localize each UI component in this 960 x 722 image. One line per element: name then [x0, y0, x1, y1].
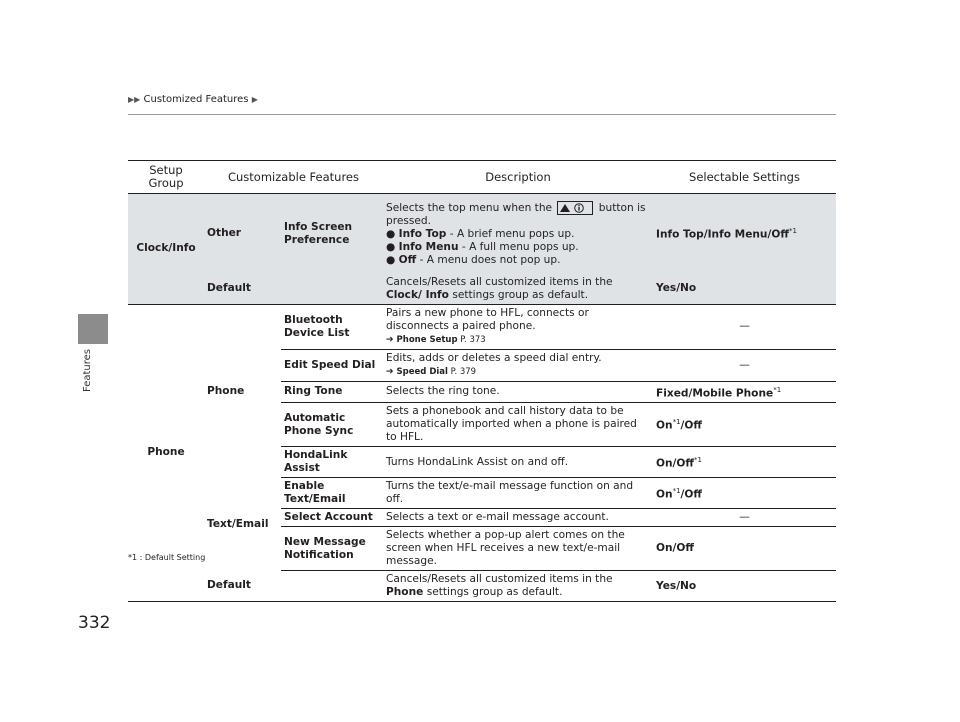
feature-automatic-phone-sync: Automatic Phone Sync: [281, 403, 383, 447]
setting-cell: —: [653, 509, 836, 527]
desc-text: Selects the top menu when the: [386, 201, 553, 214]
setting-cell: On$^{*1}$/Off: [656, 486, 702, 501]
description-cell: [383, 194, 653, 274]
table-row: [128, 194, 836, 274]
feature-ring-tone: Ring Tone: [281, 381, 383, 403]
list-item: ● Off - A menu does not pop up.: [386, 253, 561, 266]
setting-cell: On$^{*1}$/Off: [653, 403, 836, 447]
setting-cell: —: [739, 320, 750, 332]
customization-table: [128, 160, 836, 602]
feature-enable-text-email: Enable Text/Email: [284, 480, 346, 506]
setting-cell: Yes/No: [653, 571, 836, 602]
description-cell: Cancels/Resets all customized items in the Phone settings group as default.: [383, 571, 653, 602]
table-row: [128, 478, 836, 509]
feature-edit-speed-dial: Edit Speed Dial: [281, 349, 383, 381]
description-cell: Edits, adds or deletes a speed dial entry. ➔ Speed Dial P. 379: [383, 349, 653, 381]
header-description: Description: [383, 161, 653, 194]
subgroup-default: Default: [204, 571, 281, 602]
list-item: ● Info Menu - A full menu pops up.: [386, 240, 579, 253]
feature-bluetooth-device-list: Bluetooth Device List: [284, 313, 350, 339]
setting-cell: Info Top/Info Menu/Off$^{*1}$: [653, 194, 836, 274]
xref-arrow-icon: ➔: [386, 334, 394, 345]
section-tab-marker: [78, 314, 108, 344]
footnote: *1 : Default Setting: [128, 553, 206, 562]
description-cell: Turns the text/e-mail message function on and off.: [386, 480, 634, 506]
subgroup-phone: Phone: [207, 384, 245, 397]
breadcrumb-arrow-icon: ▶▶: [128, 95, 141, 104]
description-cell: Selects whether a pop-up alert comes on the screen when HFL receives a new text/e-mail message.: [383, 527, 653, 571]
desc-text: button is pressed.: [386, 201, 646, 227]
setting-cell: On/Off$^{*1}$: [653, 447, 836, 478]
feature-new-message-notification: New Message Notification: [281, 527, 383, 571]
table-row: [128, 274, 836, 305]
subgroup-text-email: Text/Email: [207, 517, 269, 530]
description-cell: Cancels/Resets all customized items in the Clock/ Info settings group as default.: [383, 274, 653, 305]
header-rule: [128, 114, 836, 115]
header-customizable-features: Customizable Features: [204, 161, 383, 194]
xref-arrow-icon: ➔: [386, 366, 394, 377]
info-button-icon: [557, 201, 593, 215]
description-cell: Sets a phonebook and call history data to be automatically imported when a phone is paired to HFL.: [383, 403, 653, 447]
subgroup-other: Other: [204, 194, 281, 274]
setting-cell: On/Off: [653, 527, 836, 571]
subgroup-default: Default: [204, 274, 281, 305]
feature-select-account: Select Account: [281, 509, 383, 527]
setting-cell: Fixed/Mobile Phone$^{*1}$: [653, 381, 836, 403]
description-cell: Selects a text or e-mail message account.: [383, 509, 653, 527]
description-cell: Selects the ring tone.: [383, 381, 653, 403]
breadcrumb-text: Customized Features: [143, 94, 249, 105]
list-item: ● Info Top - A brief menu pops up.: [386, 227, 575, 240]
cross-reference[interactable]: ➔ Phone Setup P. 373: [386, 334, 486, 345]
breadcrumb-arrow-icon: ▶: [251, 95, 258, 104]
description-cell: Pairs a new phone to HFL, connects or disconnects a paired phone. ➔ Phone Setup P. 373: [386, 306, 589, 345]
feature-hondalink-assist: HondaLink Assist: [281, 447, 383, 478]
group-phone: Phone: [128, 304, 204, 602]
table-row: [128, 304, 836, 349]
table-row: [128, 571, 836, 602]
section-tab-label: Features: [82, 349, 93, 392]
description-cell: Turns HondaLink Assist on and off.: [383, 447, 653, 478]
page-number: 332: [78, 613, 111, 633]
setting-cell: —: [653, 349, 836, 381]
group-clock-info: Clock/Info: [128, 194, 204, 305]
breadcrumb: [128, 94, 258, 105]
feature-info-screen-preference: Info Screen Preference: [281, 194, 383, 274]
setting-cell: Yes/No: [653, 274, 836, 305]
header-selectable-settings: Selectable Settings: [653, 161, 836, 194]
table-header-row: [128, 161, 836, 194]
cross-reference[interactable]: ➔ Speed Dial P. 379: [386, 366, 477, 377]
header-setup-group: Setup Group: [128, 161, 204, 194]
